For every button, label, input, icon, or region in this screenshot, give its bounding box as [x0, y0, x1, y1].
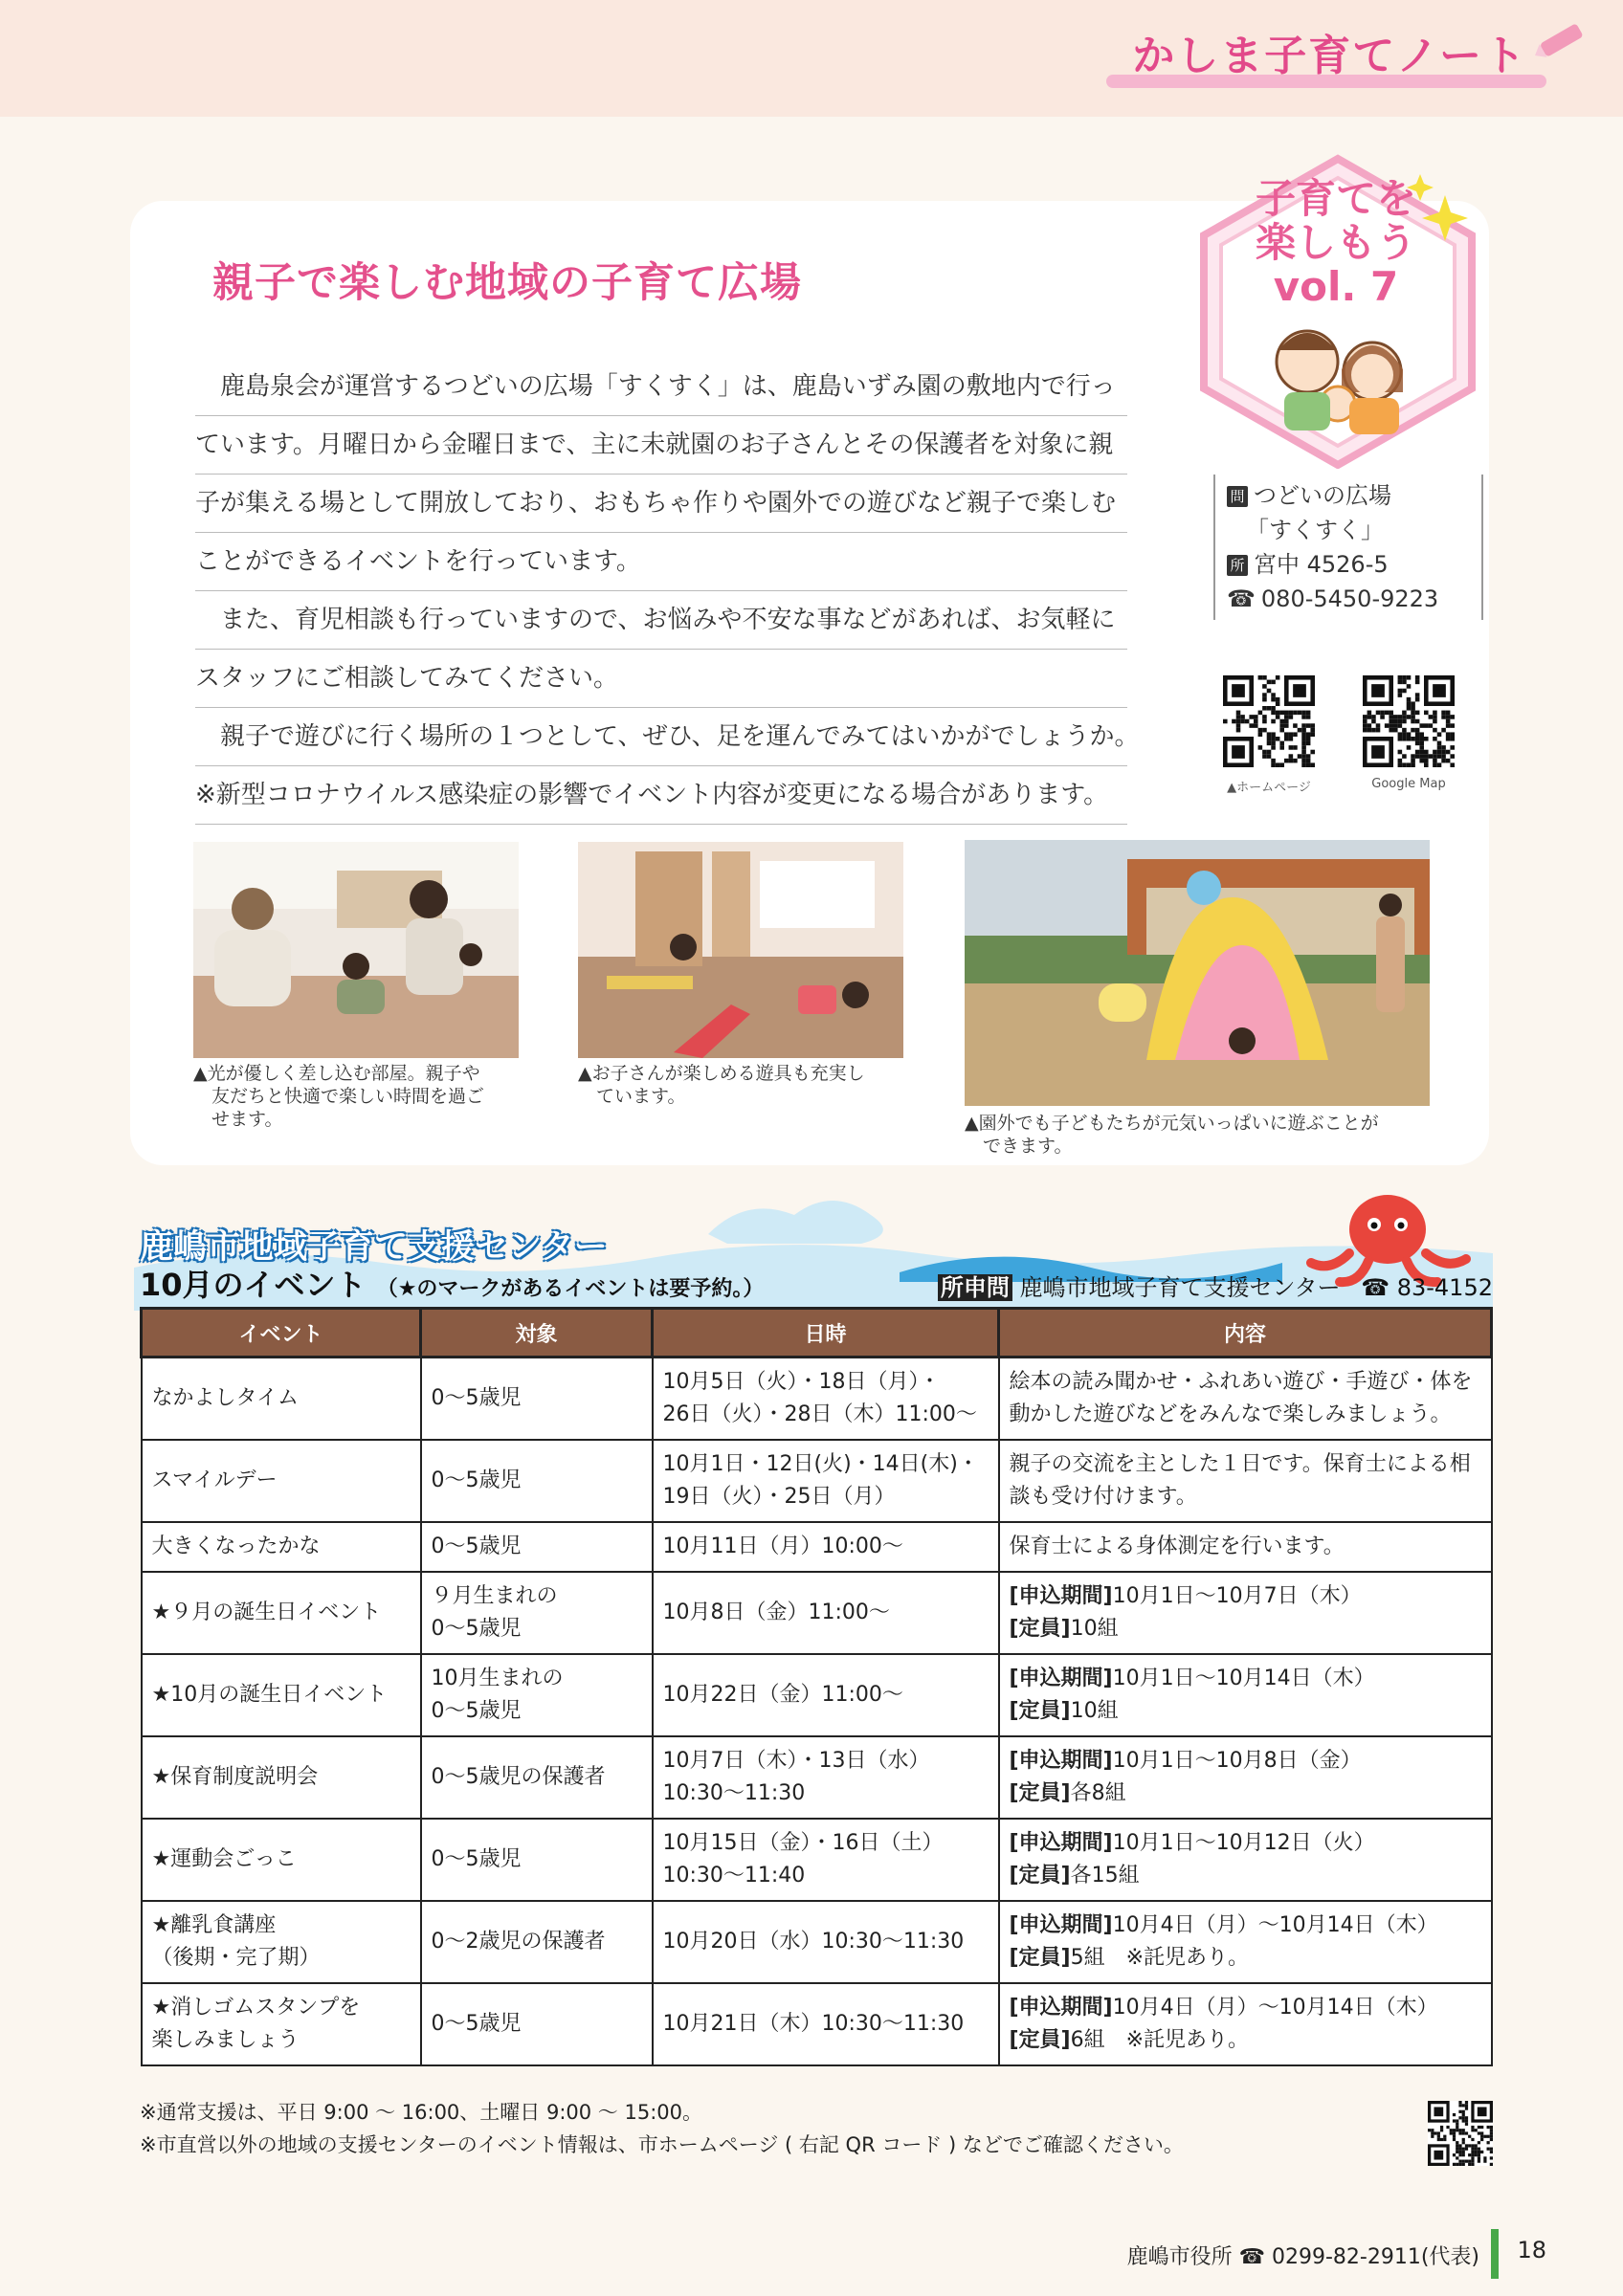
datetime-cell: 10月5日（火）・18日（月）・ 26日（火）・28日（木）11:00～	[653, 1358, 999, 1440]
reservation-note: （★のマークがあるイベントは要予約。）	[376, 1277, 765, 1301]
table-row	[142, 1440, 1492, 1522]
event-cell: ★消しゴムスタンプを 楽しみましょう	[142, 1983, 421, 2065]
series-volume: vol. 7	[1273, 263, 1399, 310]
content-cell: [申込期間]10月1日～10月12日（火） [定員]各15組	[999, 1819, 1492, 1901]
photo-caption-2: ▲お子さんが楽しめる遊具も充実し ています。	[578, 1063, 865, 1107]
event-cell: ★保育制度説明会	[142, 1736, 421, 1819]
article-line: 子が集える場として開放しており、おもちゃ作りや園外での遊びなど親子で楽しむ	[195, 475, 1127, 533]
contact-icons: 所申問	[938, 1274, 1012, 1301]
content-cell: [申込期間]10月1日～10月14日（木） [定員]10組	[999, 1654, 1492, 1736]
table-row	[142, 1901, 1492, 1983]
col-header-content: 内容	[999, 1309, 1492, 1358]
event-title-text: 10月のイベント	[140, 1267, 367, 1303]
footnote-other-centers: ※市直営以外の地域の支援センターのイベント情報は、市ホームページ ( 右記 QR コード ) などでご確認ください。	[140, 2133, 1184, 2156]
article-line: ※新型コロナウイルス感染症の影響でイベント内容が変更になる場合があります。	[195, 766, 1127, 825]
content-cell: [申込期間]10月4日（月）～10月14日（木） [定員]6組 ※託児あり。	[999, 1983, 1492, 2065]
table-row	[142, 1654, 1492, 1736]
target-cell: 0～5歳児	[421, 1522, 653, 1572]
center-contact	[938, 1269, 1493, 1302]
event-cell: ★10月の誕生日イベント	[142, 1654, 421, 1736]
article-line: ています。月曜日から金曜日まで、主に未就園のお子さんとその保護者を対象に親	[195, 416, 1127, 475]
col-header-event: イベント	[142, 1309, 421, 1358]
address-icon: 所	[1227, 555, 1248, 576]
table-header-row	[142, 1309, 1492, 1358]
article-heading: 親子で楽しむ地域の子育て広場	[212, 259, 802, 307]
facility-address: 宮中 4526-5	[1254, 551, 1389, 578]
contact-info	[1213, 475, 1483, 620]
content-cell: [申込期間]10月1日～10月7日（木） [定員]10組	[999, 1572, 1492, 1654]
center-name: 鹿嶋市地域子育て支援センター	[1019, 1274, 1341, 1301]
event-cell: スマイルデー	[142, 1440, 421, 1522]
target-cell: 10月生まれの 0～5歳児	[421, 1654, 653, 1736]
series-title	[1240, 177, 1432, 309]
article-line: ことができるイベントを行っています。	[195, 533, 1127, 591]
col-header-datetime: 日時	[653, 1309, 999, 1358]
photo-caption-1: ▲光が優しく差し込む部屋。親子や 友だちと快適で楽しい時間を過ご せます。	[193, 1063, 485, 1130]
city-office-info: 鹿嶋市役所 ☎ 0299-82-2911(代表)	[1126, 2245, 1479, 2269]
target-cell: 0～5歳児	[421, 1440, 653, 1522]
support-center-banner: 鹿嶋市地域子育て支援センター	[140, 1228, 608, 1267]
table-row	[142, 1819, 1492, 1901]
datetime-cell: 10月20日（水）10:30～11:30	[653, 1901, 999, 1983]
datetime-cell: 10月7日（木）・13日（水） 10:30～11:30	[653, 1736, 999, 1819]
datetime-cell: 10月8日（金）11:00～	[653, 1572, 999, 1654]
event-title	[140, 1261, 764, 1305]
table-row	[142, 1983, 1492, 2065]
series-line-1: 子育てを	[1255, 175, 1416, 222]
photo-playroom	[578, 842, 903, 1058]
datetime-cell: 10月15日（金）・16日（土） 10:30～11:40	[653, 1819, 999, 1901]
target-cell: 0～2歳児の保護者	[421, 1901, 653, 1983]
datetime-cell: 10月21日（木）10:30～11:30	[653, 1983, 999, 2065]
article-line: 親子で遊びに行く場所の１つとして、ぜひ、足を運んでみてはいかがでしょうか。	[195, 708, 1127, 766]
photo-caption-3: ▲園外でも子どもたちが元気いっぱいに遊ぶことが できます。	[965, 1113, 1379, 1157]
footnote-hours: ※通常支援は、平日 9:00 ～ 16:00、土曜日 9:00 ～ 15:00。	[140, 2101, 702, 2124]
event-cell: ★運動会ごっこ	[142, 1819, 421, 1901]
homepage-qr-code[interactable]	[1223, 675, 1315, 767]
target-cell: 0～5歳児	[421, 1983, 653, 2065]
table-row	[142, 1736, 1492, 1819]
homepage-qr-caption: ▲ホームページ	[1227, 781, 1311, 795]
content-cell: 絵本の読み聞かせ・ふれあい遊び・手遊び・体を 動かした遊びなどをみんなで楽しみましょう。	[999, 1358, 1492, 1440]
brand-title: かしま子育てノート	[1132, 32, 1527, 80]
events-table	[140, 1307, 1493, 2066]
center-phone: ☎ 83-4152	[1361, 1274, 1493, 1301]
datetime-cell: 10月22日（金）11:00～	[653, 1654, 999, 1736]
target-cell: 0～5歳児	[421, 1819, 653, 1901]
facility-phone: 080-5450-9223	[1260, 585, 1439, 612]
target-cell: ９月生まれの 0～5歳児	[421, 1572, 653, 1654]
datetime-cell: 10月1日・12日(火)・14日(木)・ 19日（火）・25日（月）	[653, 1440, 999, 1522]
page-number: 18	[1517, 2237, 1546, 2263]
photo-outdoor-playground	[965, 840, 1430, 1106]
phone-icon: ☎	[1227, 585, 1256, 612]
table-row	[142, 1572, 1492, 1654]
event-cell: ★９月の誕生日イベント	[142, 1572, 421, 1654]
article-line: 鹿島泉会が運営するつどいの広場「すくすく」は、鹿島いずみ園の敷地内で行っ	[195, 358, 1127, 416]
content-cell: 保育士による身体測定を行います。	[999, 1522, 1492, 1572]
facility-name-sub: 「すくすく」	[1246, 517, 1384, 543]
content-cell: [申込期間]10月1日～10月8日（金） [定員]各8組	[999, 1736, 1492, 1819]
datetime-cell: 10月11日（月）10:00～	[653, 1522, 999, 1572]
event-cell: なかよしタイム	[142, 1358, 421, 1440]
series-line-2: 楽しもう	[1255, 219, 1416, 266]
event-cell: ★離乳食講座 （後期・完了期）	[142, 1901, 421, 1983]
facility-name: つどいの広場	[1254, 482, 1391, 509]
photo-indoor-room	[193, 842, 519, 1058]
page-accent-bar	[1491, 2229, 1499, 2279]
google-map-qr-caption: Google Map	[1371, 777, 1446, 791]
city-website-qr-code[interactable]	[1428, 2101, 1493, 2166]
content-cell: 親子の交流を主とした１日です。保育士による相 談も受け付けます。	[999, 1440, 1492, 1522]
article-line: スタッフにご相談してみてください。	[195, 650, 1127, 708]
target-cell: 0～5歳児の保護者	[421, 1736, 653, 1819]
table-row	[142, 1522, 1492, 1572]
article-body	[195, 358, 1140, 825]
google-map-qr-code[interactable]	[1363, 675, 1455, 767]
content-cell: [申込期間]10月4日（月）～10月14日（木） [定員]5組 ※託児あり。	[999, 1901, 1492, 1983]
col-header-target: 対象	[421, 1309, 653, 1358]
target-cell: 0～5歳児	[421, 1358, 653, 1440]
inquiry-icon: 問	[1227, 486, 1248, 507]
table-row	[142, 1358, 1492, 1440]
event-cell: 大きくなったかな	[142, 1522, 421, 1572]
article-line: また、育児相談も行っていますので、お悩みや不安な事などがあれば、お気軽に	[195, 591, 1127, 650]
